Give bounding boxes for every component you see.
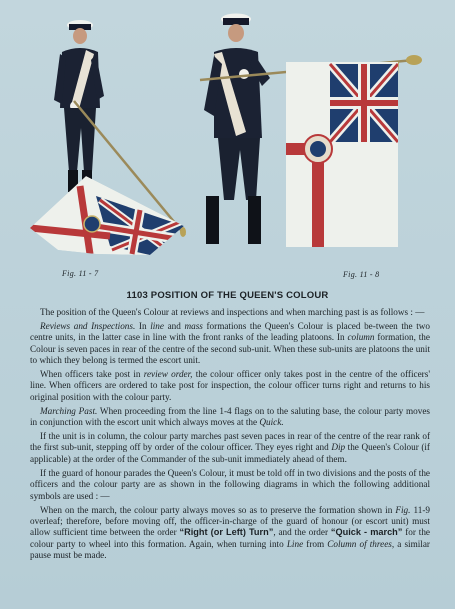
paragraph [30, 307, 430, 318]
paragraph [30, 321, 430, 367]
text-run: When proceeding from the line 1-4 flags on to the saluting base, the colour party moves in conjunction with the escort unit which always moves at the [30, 405, 430, 428]
text-run: Line [286, 538, 304, 549]
text-run: mass [184, 320, 203, 331]
paragraph [30, 431, 430, 465]
figure-photographs [0, 0, 455, 285]
text-run: the Queen's Colour (if applicable) at the order of the Commander of the sub-unit immediately ahead of them. [30, 442, 430, 464]
section-heading: 1103 POSITION OF THE QUEEN'S COLOUR [126, 290, 329, 301]
text-run: The position of the Queen's Colour at reviews and inspections and when marching past is as follows : — [40, 307, 425, 317]
figure-caption-left: Fig. 11 - 7 [62, 269, 99, 278]
text-run: , and the order [273, 527, 331, 538]
text-run: When on the march, the colour party always moves so as to preserve the formation shown in [40, 504, 396, 515]
text-run: line [150, 320, 164, 331]
paragraph [30, 406, 430, 429]
figure-caption-right: Fig. 11 - 8 [343, 270, 380, 279]
paragraph [30, 505, 430, 562]
text-run: If the unit is in column, the colour party marches past seven paces in rear of the centre of the rear rank of the first sub-unit, stepping off by order of the colour officer. They eyes right and [30, 431, 430, 453]
text-run: 11-9 overleaf; therefore, before moving off, the officer-in-charge of the guard of honour (or escort unit) must allow sufficient time between the order [30, 504, 430, 538]
text-run: a similar pause must be made. [30, 538, 430, 561]
body-text [30, 307, 430, 564]
text-run: the colour officer only takes post in the centre of the officers' line. When officers are ordered to take post for inspection, the colour officer turns right and returns to his original position with the colour party. [30, 369, 430, 402]
text-run: review order, [143, 369, 193, 380]
text-run: In [135, 320, 151, 331]
text-run: from [303, 538, 328, 549]
text-run: Marching Past. [40, 405, 98, 416]
officer-right-figure [200, 14, 422, 248]
paragraph [30, 369, 430, 403]
text-run: formations the Queen's Colour is placed be-tween the two centre units, in the latter case in line with the front ranks of the leading platoons. In [30, 320, 431, 343]
text-run: column [347, 332, 375, 343]
text-run: If the guard of honour parades the Queen's Colour, it must be told off in two divisions and the posts of the officers and the colour party are as shown in the following diagrams in which the following additional symbols are used : — [30, 467, 430, 501]
text-run: and [163, 320, 185, 331]
text-run: Reviews and Inspections. [40, 320, 136, 331]
text-run: “Right (or Left) Turn” [179, 527, 274, 538]
text-run: formation, the Colour is seven paces in rear of the centre of the second sub-unit. When these sub-units are platoons the unit to which they belong is termed the escort unit. [30, 332, 430, 366]
text-run: Fig. [395, 504, 411, 515]
paragraph [30, 468, 430, 502]
text-run: “Quick - march” [330, 527, 403, 538]
text-run: Column of threes, [327, 538, 395, 549]
text-run: Quick. [259, 417, 284, 428]
officer-left-figure [30, 20, 186, 255]
text-run: Dip [331, 442, 346, 453]
text-run: When officers take post in [40, 369, 144, 380]
text-run: for the colour party to wheel into this formation. Again, when turning into [30, 527, 430, 549]
